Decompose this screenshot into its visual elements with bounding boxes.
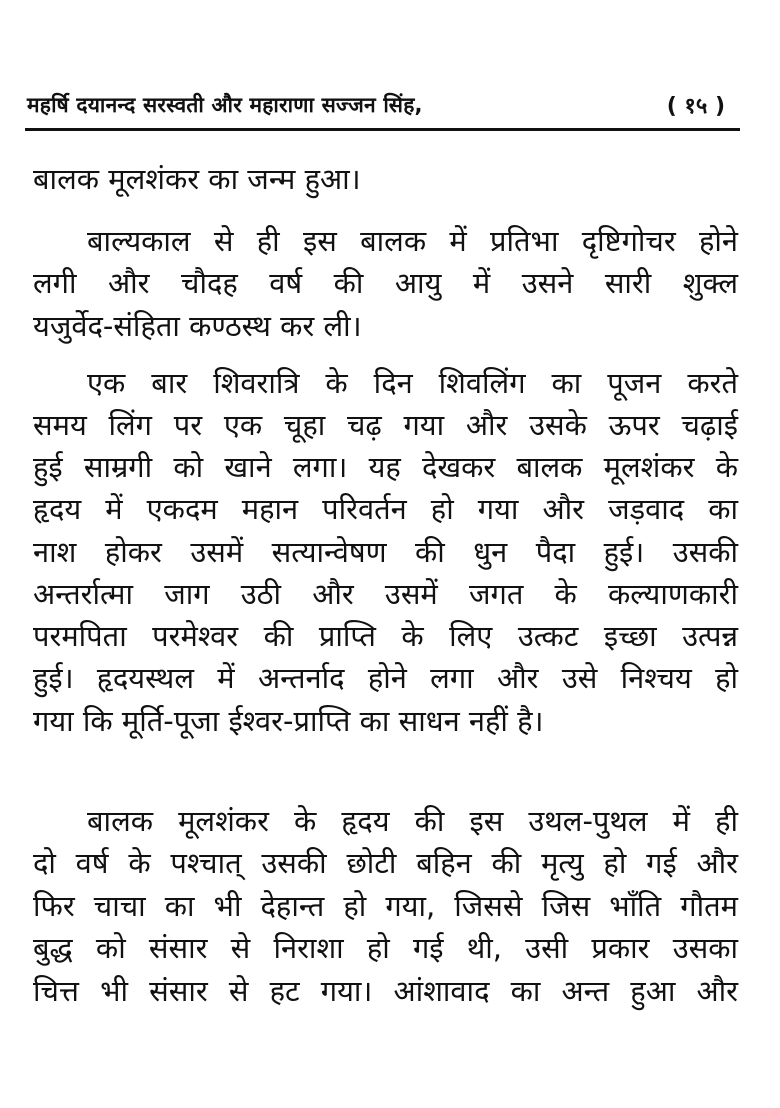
header-title: महर्षि दयानन्द सरस्वती और महाराणा सज्जन सिंह, <box>27 93 423 117</box>
text-line: यजुर्वेद-संहिता कण्ठस्थ कर ली। <box>33 309 362 343</box>
text-line: गया कि मूर्ति-पूजा ईश्वर-प्राप्ति का साधन नहीं है। <box>33 704 544 738</box>
text-line: चित्त भी संसार से हट गया। आंशावाद का अन्त हुआ और <box>33 974 738 1008</box>
text-line: बालक मूलशंकर के हृदय की इस उथल-पुथल में ही <box>87 804 738 838</box>
text-line: फिर चाचा का भी देहान्त हो गया, जिससे जिस भाँति गौतम <box>33 889 738 923</box>
text-line: हुई। हृदयस्थल में अन्तर्नाद होने लगा और उसे निश्चय हो <box>33 661 738 695</box>
text-line: बालक मूलशंकर का जन्म हुआ। <box>33 162 361 196</box>
text-line: समय लिंग पर एक चूहा चढ़ गया और उसके ऊपर चढ़ाई <box>33 408 738 442</box>
text-line: लगी और चौदह वर्ष की आयु में उसने सारी शुक्ल <box>33 266 738 300</box>
text-line: नाश होकर उसमें सत्यान्वेषण की धुन पैदा हुई। उसकी <box>33 535 738 569</box>
page-number: ( १५ ) <box>666 94 725 119</box>
running-header <box>27 88 739 122</box>
text-line: बुद्ध को संसार से निराशा हो गई थी, उसी प्रकार उसका <box>33 931 738 965</box>
text-line: अन्तर्रात्मा जाग उठी और उसमें जगत के कल्याणकारी <box>33 577 738 611</box>
text-line: परमपिता परमेश्वर की प्राप्ति के लिए उत्कट इच्छा उत्पन्न <box>33 619 738 653</box>
text-line: बाल्यकाल से ही इस बालक में प्रतिभा दृष्टिगोचर होने <box>87 224 738 258</box>
text-line: हुई साम्रगी को खाने लगा। यह देखकर बालक मूलशंकर के <box>33 450 738 484</box>
header-rule <box>25 128 740 131</box>
text-line: दो वर्ष के पश्चात् उसकी छोटी बहिन की मृत्यु हो गई और <box>33 846 738 880</box>
text-line: हृदय में एकदम महान परिवर्तन हो गया और जड़वाद का <box>33 492 738 526</box>
text-line: एक बार शिवरात्रि के दिन शिवलिंग का पूजन करते <box>87 366 738 400</box>
